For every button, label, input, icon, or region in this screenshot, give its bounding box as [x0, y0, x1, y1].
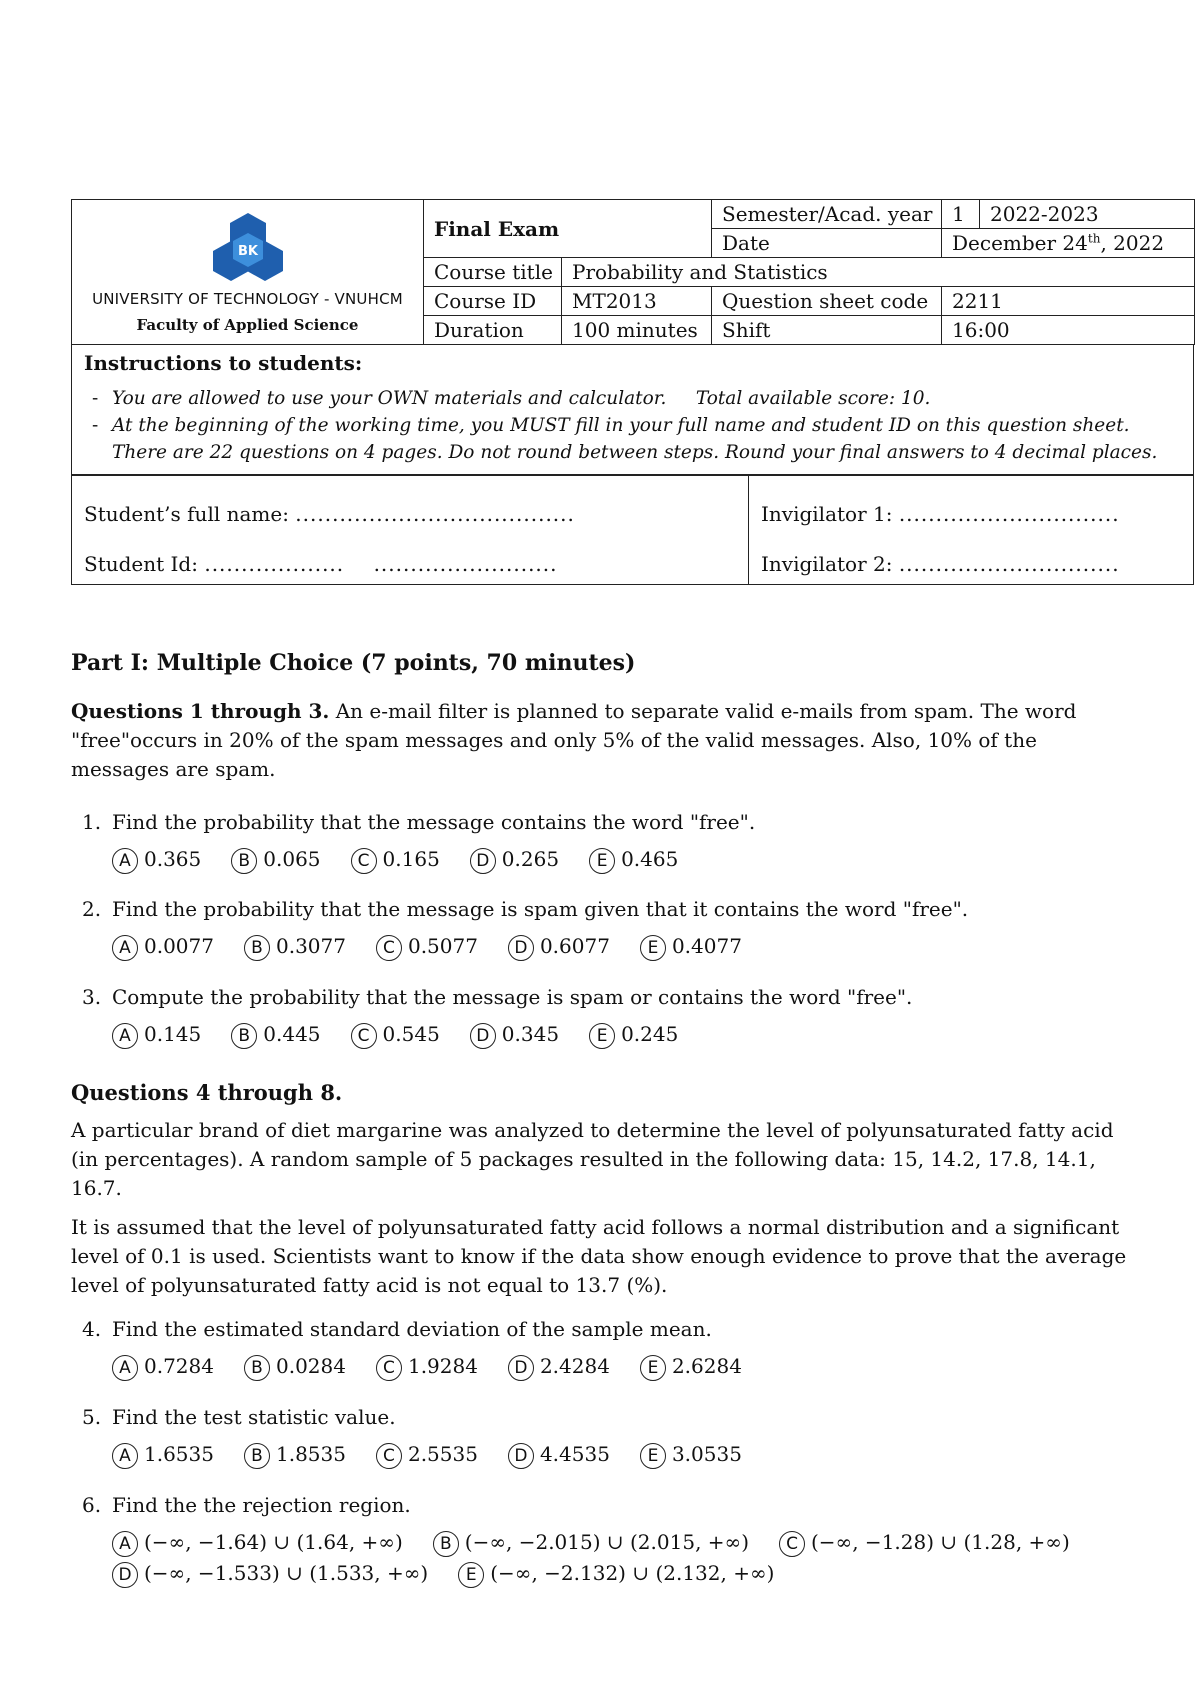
option-b[interactable]	[231, 1022, 320, 1049]
option-b[interactable]	[231, 847, 320, 874]
question-text: Find the estimated standard deviation of the sample mean.	[112, 1317, 712, 1341]
option-value: 0.145	[144, 1022, 202, 1046]
question-4	[82, 1317, 712, 1341]
answer-options	[112, 1022, 708, 1049]
option-e[interactable]	[589, 847, 678, 874]
university-name: UNIVERSITY OF TECHNOLOGY - VNUHCM	[92, 289, 403, 308]
option-letter-circle: D	[508, 935, 534, 961]
semester-label: Semester/Acad. year	[712, 200, 942, 229]
option-b[interactable]	[433, 1530, 749, 1557]
question-6	[82, 1493, 411, 1517]
faculty-name: Faculty of Applied Science	[136, 315, 359, 334]
student-name-label: Student’s full name:	[84, 502, 289, 526]
option-value: 0.345	[501, 1022, 560, 1046]
option-letter-circle: C	[351, 848, 377, 874]
option-value: 0.465	[621, 847, 679, 871]
option-a[interactable]	[112, 1442, 214, 1469]
invigilator2-field[interactable]: ..............................	[898, 552, 1120, 576]
logo-cell	[72, 200, 424, 345]
option-d[interactable]	[508, 1354, 610, 1381]
option-value: 4.4535	[539, 1442, 610, 1466]
instructions-box	[71, 345, 1194, 475]
option-letter-circle: A	[112, 935, 138, 961]
option-value: 0.5077	[407, 934, 478, 958]
option-value: (−∞, −1.28) ∪ (1.28, +∞)	[811, 1530, 1070, 1554]
question-text: Find the test statistic value.	[112, 1405, 396, 1429]
option-value: 0.7284	[144, 1354, 214, 1378]
exam-title: Final Exam	[424, 200, 712, 258]
option-value: (−∞, −1.64) ∪ (1.64, +∞)	[144, 1530, 403, 1554]
option-c[interactable]	[351, 847, 440, 874]
option-value: 0.265	[501, 847, 560, 871]
answer-options	[112, 1354, 772, 1381]
option-e[interactable]	[640, 1354, 742, 1381]
option-letter-circle: C	[351, 1023, 377, 1049]
university-logo	[213, 211, 283, 283]
option-b[interactable]	[244, 1442, 346, 1469]
question-text: Find the probability that the message contains the word "free".	[112, 810, 756, 834]
option-letter-circle: A	[112, 848, 138, 874]
shift-value: 16:00	[942, 316, 1195, 345]
option-letter-circle: E	[640, 935, 666, 961]
group2-text1: A particular brand of diet margarine was analyzed to determine the level of polyunsaturated fatty acid (in percentages). A random sample of 5 packages resulted in the following data: 15, 14.2, 17.8, 14.1, 16.7.	[71, 1118, 1114, 1200]
option-value: 2.6284	[671, 1354, 742, 1378]
option-value: 1.6535	[144, 1442, 214, 1466]
question-number: 6.	[82, 1493, 102, 1517]
option-letter-circle: E	[640, 1443, 666, 1469]
question-text: Compute the probability that the message is spam or contains the word "free".	[112, 985, 913, 1009]
option-letter-circle: B	[231, 1023, 257, 1049]
question-number: 1.	[82, 810, 102, 834]
invigilator-info	[749, 476, 1193, 584]
option-letter-circle: D	[470, 1023, 496, 1049]
option-letter-circle: E	[589, 1023, 615, 1049]
option-value: 0.3077	[275, 934, 346, 958]
option-letter-circle: D	[112, 1562, 138, 1588]
option-e[interactable]	[640, 934, 742, 961]
question-number: 4.	[82, 1317, 102, 1341]
duration-label: Duration	[424, 316, 562, 345]
invigilator1-label: Invigilator 1:	[761, 502, 893, 526]
question-2	[82, 897, 968, 921]
question-3	[82, 985, 912, 1009]
option-value: (−∞, −1.533) ∪ (1.533, +∞)	[144, 1561, 429, 1585]
option-value: 0.445	[263, 1022, 321, 1046]
option-letter-circle: B	[244, 1355, 270, 1381]
course-title-value: Probability and Statistics	[562, 258, 1195, 287]
option-letter-circle: D	[508, 1355, 534, 1381]
option-e[interactable]	[640, 1442, 742, 1469]
duration-value: 100 minutes	[562, 316, 712, 345]
option-value: (−∞, −2.015) ∪ (2.015, +∞)	[464, 1530, 749, 1554]
option-a[interactable]	[112, 1022, 201, 1049]
part1-title: Part I: Multiple Choice (7 points, 70 minutes)	[71, 650, 636, 676]
date-value: December 24th, 2022	[942, 229, 1195, 258]
sheet-code-label: Question sheet code	[712, 287, 942, 316]
option-letter-circle: E	[640, 1355, 666, 1381]
year-value: 2022-2023	[980, 200, 1195, 229]
option-letter-circle: B	[244, 1443, 270, 1469]
group2-title: Questions 4 through 8.	[71, 1080, 343, 1105]
option-d[interactable]	[470, 1022, 559, 1049]
date-label: Date	[712, 229, 942, 258]
invigilator1-field[interactable]: ..............................	[898, 502, 1120, 526]
option-d[interactable]	[470, 847, 559, 874]
answer-options	[112, 934, 772, 961]
signature-box	[71, 475, 1194, 585]
option-b[interactable]	[244, 1354, 346, 1381]
question-number: 3.	[82, 985, 102, 1009]
option-d[interactable]	[508, 934, 610, 961]
logo-text: BK	[237, 243, 258, 259]
answer-options	[112, 847, 708, 874]
invigilator2-label: Invigilator 2:	[761, 552, 893, 576]
group1-text: An e-mail filter is planned to separate valid e-mails from spam. The word "free"occurs in 20% of the spam messages and only 5% of the valid messages. Also, 10% of the messages are spam.	[71, 699, 1077, 781]
semester-value: 1	[942, 200, 980, 229]
group2-text2: It is assumed that the level of polyunsaturated fatty acid follows a normal distribution and a significant level of 0.1 is used. Scientists want to know if the data show enough evidence to prove that the average level of polyunsaturated fatty acid is not equal to 13.7 (%).	[71, 1215, 1127, 1297]
option-value: 2.4284	[539, 1354, 610, 1378]
option-value: (−∞, −2.132) ∪ (2.132, +∞)	[490, 1561, 775, 1585]
option-value: 0.545	[382, 1022, 440, 1046]
group1-intro	[71, 697, 1131, 784]
option-b[interactable]	[244, 934, 346, 961]
question-number: 2.	[82, 897, 102, 921]
sheet-code-value: 2211	[942, 287, 1195, 316]
option-value: 0.6077	[539, 934, 610, 958]
option-letter-circle: C	[376, 1355, 402, 1381]
course-title-label: Course title	[424, 258, 562, 287]
question-text: Find the the rejection region.	[112, 1493, 411, 1517]
option-letter-circle: E	[589, 848, 615, 874]
instruction-item: - At the beginning of the working time, you MUST fill in your full name and student ID on this question sheet. There are 22 questions on 4 pages. Do not round between steps. Round your final answers to 4 decimal places.	[92, 415, 1158, 463]
option-letter-circle: E	[458, 1562, 484, 1588]
exam-header	[71, 199, 1194, 585]
student-id-label: Student Id:	[84, 552, 198, 576]
option-value: 0.365	[144, 847, 202, 871]
option-c[interactable]	[376, 1354, 478, 1381]
question-text: Find the probability that the message is spam given that it contains the word "free".	[112, 897, 969, 921]
student-name-field[interactable]: ......................................	[295, 502, 575, 526]
option-a[interactable]	[112, 847, 201, 874]
group1-title: Questions 1 through 3.	[71, 699, 330, 723]
option-letter-circle: D	[470, 848, 496, 874]
option-c[interactable]	[779, 1530, 1070, 1557]
option-letter-circle: D	[508, 1443, 534, 1469]
shift-label: Shift	[712, 316, 942, 345]
option-letter-circle: B	[244, 935, 270, 961]
option-value: 0.165	[382, 847, 440, 871]
question-1	[82, 810, 755, 834]
option-value: 0.4077	[671, 934, 742, 958]
option-letter-circle: A	[112, 1531, 138, 1557]
option-letter-circle: A	[112, 1443, 138, 1469]
course-id-value: MT2013	[562, 287, 712, 316]
option-letter-circle: A	[112, 1355, 138, 1381]
option-letter-circle: B	[433, 1531, 459, 1557]
option-letter-circle: C	[779, 1531, 805, 1557]
option-e[interactable]	[458, 1561, 774, 1588]
option-d[interactable]	[112, 1561, 428, 1588]
answer-options	[112, 1561, 804, 1588]
option-value: 0.0284	[275, 1354, 346, 1378]
option-letter-circle: B	[231, 848, 257, 874]
option-value: 1.9284	[407, 1354, 478, 1378]
option-c[interactable]	[376, 1442, 478, 1469]
option-c[interactable]	[351, 1022, 440, 1049]
option-e[interactable]	[589, 1022, 678, 1049]
option-letter-circle: C	[376, 1443, 402, 1469]
option-letter-circle: C	[376, 935, 402, 961]
student-id-field[interactable]: ................... .........................	[204, 552, 558, 576]
option-value: 1.8535	[275, 1442, 346, 1466]
course-id-label: Course ID	[424, 287, 562, 316]
option-value: 3.0535	[671, 1442, 742, 1466]
option-value: 0.245	[621, 1022, 679, 1046]
option-value: 0.065	[263, 847, 321, 871]
instructions-heading: Instructions to students:	[84, 351, 363, 375]
option-value: 2.5535	[407, 1442, 478, 1466]
question-5	[82, 1405, 396, 1429]
answer-options	[112, 1442, 772, 1469]
option-a[interactable]	[112, 1530, 403, 1557]
answer-options	[112, 1530, 1100, 1557]
option-a[interactable]	[112, 934, 214, 961]
header-table	[71, 199, 1195, 345]
instructions-list	[84, 385, 1181, 466]
option-a[interactable]	[112, 1354, 214, 1381]
instruction-item: - You are allowed to use your OWN materials and calculator. Total available score: 10.	[92, 388, 931, 409]
option-c[interactable]	[376, 934, 478, 961]
student-info	[72, 476, 749, 584]
option-d[interactable]	[508, 1442, 610, 1469]
question-number: 5.	[82, 1405, 102, 1429]
option-letter-circle: A	[112, 1023, 138, 1049]
option-value: 0.0077	[144, 934, 214, 958]
